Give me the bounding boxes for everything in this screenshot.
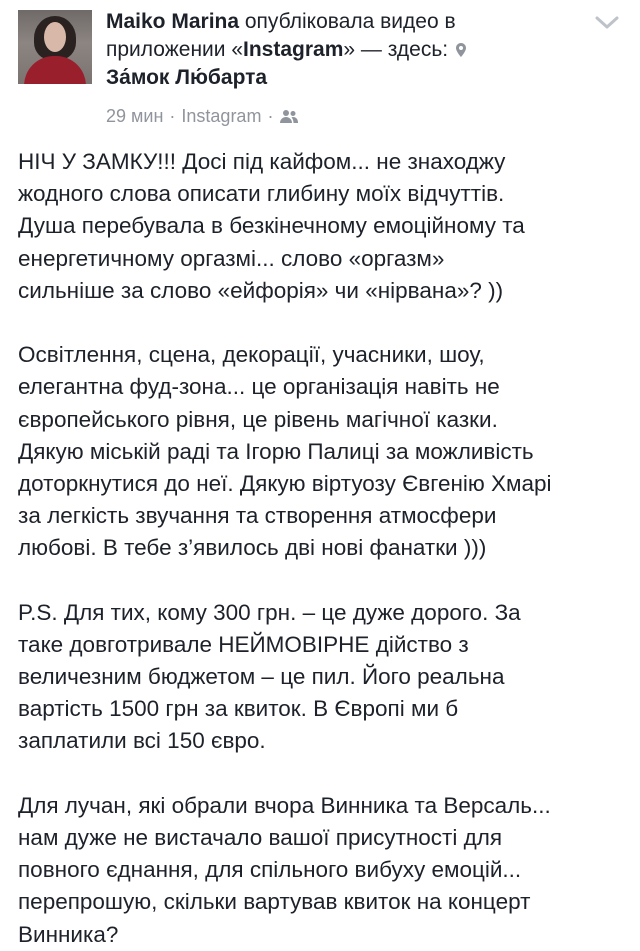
post-text-line: НІЧ У ЗАМКУ!!! Досі під кайфом... не знаходжу [18, 149, 506, 174]
post-text-line: елегантна фуд-зона... це організація навіть не [18, 374, 500, 400]
paragraph-gap [18, 758, 628, 790]
action-text: опублiковала видео в приложении « [106, 10, 456, 61]
post-text-line: Освітлення, сцена, декорації, учасники, шоу, [18, 342, 485, 368]
location-pin-icon [456, 43, 466, 57]
post-text-line: P.S. Для тих, кому 300 грн. – це дуже дорого. За [18, 599, 521, 625]
post-text-line: енергетичному оргазмі... слово «оргазм» [18, 245, 445, 271]
post-text-line: вартість 1500 грн за квиток. В Європі ми б [18, 696, 459, 722]
post-source-link[interactable]: Instagram [181, 106, 262, 126]
post-text-line: сильніше за слово «ейфорія» чи «нірвана»? )) [18, 277, 504, 303]
post-text-line: нам дуже не вистачало вашої присутності для [18, 824, 503, 850]
post-text-line: за легкість звучання та створення атмосфери [18, 503, 497, 529]
post-text-line: жодного слова описати глибину моїх відчуттів. [18, 181, 505, 207]
avatar[interactable] [18, 10, 92, 84]
post-body [18, 146, 628, 951]
chevron-down-icon[interactable] [594, 14, 620, 32]
post-header-text [106, 8, 516, 92]
action-text-after: » — здесь: [343, 38, 454, 61]
post-text-line: Душа перебувала в безкінечному емоційному та [18, 213, 525, 239]
post-text-line: любові. В тебе з’явилось дві нові фанатки ))) [18, 535, 487, 561]
avatar-body [24, 56, 86, 84]
post-meta [106, 104, 299, 128]
post-header [0, 0, 640, 140]
meta-separator: · [169, 106, 176, 126]
friends-icon[interactable] [279, 109, 299, 123]
post-text-line: доторкнутися до неї. Дякую віртуозу Євгенію Хмарі [18, 470, 552, 496]
post-text-line: Дякую міській раді та Ігорю Палиці за можливість [18, 438, 534, 464]
post-text-line: Винника? [18, 921, 119, 947]
avatar-face [44, 22, 66, 52]
meta-separator-2: · [267, 106, 274, 126]
post-text-line: таке довготривале НЕЙМОВІРНЕ дійство з [18, 631, 469, 657]
author-name-link[interactable]: Maiko Marina [106, 10, 240, 33]
paragraph-gap [18, 564, 628, 596]
post-text-line: повного єднання, для спільного вибуху емоцій... [18, 857, 522, 883]
post-text-line: заплатили всі 150 євро. [18, 728, 266, 754]
post-text-line: європейського рівня, це рівень магічної казки. [18, 406, 498, 432]
post-text-line: перепрошую, скільки вартував квиток на концерт [18, 889, 531, 915]
app-name-link[interactable]: Instagram [243, 38, 344, 61]
post-text-line: величезним бюджетом – це пил. Його реальна [18, 664, 505, 689]
place-link[interactable]: За́мок Лю́барта [106, 66, 268, 89]
post-time-link[interactable]: 29 мин [106, 106, 164, 126]
paragraph-gap [18, 307, 628, 339]
post-text-line: Для лучан, які обрали вчора Винника та Версаль... [18, 792, 551, 818]
